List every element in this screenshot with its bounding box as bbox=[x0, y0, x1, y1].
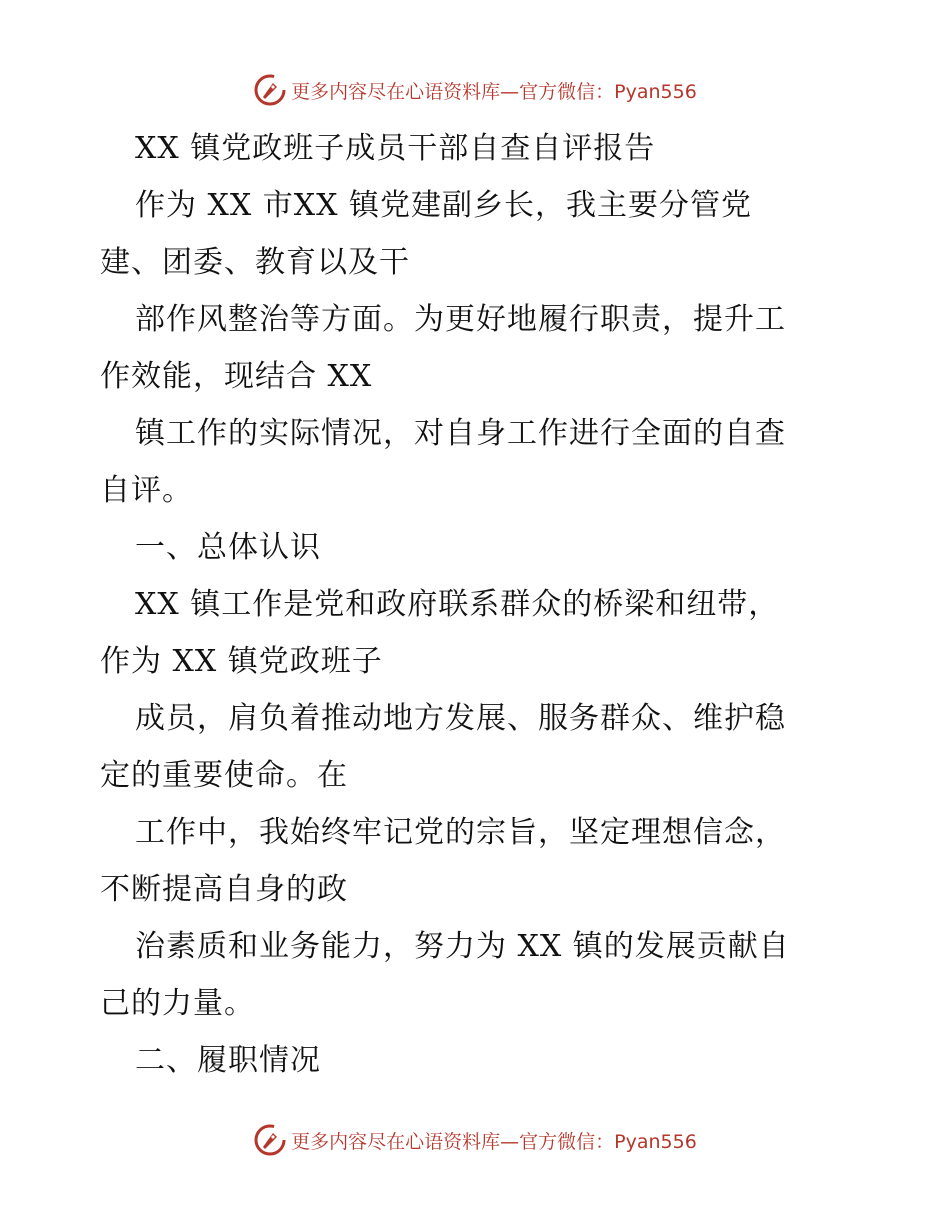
document-body bbox=[100, 120, 860, 1089]
text-line: 作为 XX 镇党政班子 bbox=[100, 644, 383, 679]
text-line: 一、总体认识 bbox=[135, 530, 321, 565]
footer-banner bbox=[0, 1120, 950, 1160]
banner-text: 更多内容尽在心语资料库—官方微信：Pyan556 bbox=[291, 80, 697, 103]
text-line: 部作风整治等方面。为更好地履行职责，提升工 bbox=[135, 302, 786, 337]
text-line: 己的力量。 bbox=[100, 986, 255, 1021]
text-line: 工作中，我始终牢记党的宗旨，坚定理想信念， bbox=[135, 815, 786, 850]
text-line: 自评。 bbox=[100, 473, 193, 508]
text-line: XX 镇党政班子成员干部自查自评报告 bbox=[135, 131, 656, 166]
banner-text: 更多内容尽在心语资料库—官方微信：Pyan556 bbox=[291, 1130, 697, 1153]
text-line: 不断提高自身的政 bbox=[100, 872, 348, 907]
header-banner bbox=[0, 70, 950, 110]
text-line: 二、履职情况 bbox=[135, 1043, 321, 1078]
pen-nib-logo-icon bbox=[253, 73, 287, 107]
text-line: 建、团委、教育以及干 bbox=[100, 245, 410, 280]
text-line: 定的重要使命。在 bbox=[100, 758, 348, 793]
text-line: 成员，肩负着推动地方发展、服务群众、维护稳 bbox=[135, 701, 786, 736]
text-line: 治素质和业务能力，努力为 XX 镇的发展贡献自 bbox=[135, 929, 790, 964]
text-line: 镇工作的实际情况，对自身工作进行全面的自查 bbox=[135, 416, 786, 451]
pen-nib-logo-icon bbox=[253, 1123, 287, 1157]
text-line: 作为 XX 市XX 镇党建副乡长，我主要分管党 bbox=[135, 188, 753, 223]
text-line: 作效能，现结合 XX bbox=[100, 359, 373, 394]
text-line: XX 镇工作是党和政府联系群众的桥梁和纽带， bbox=[135, 587, 780, 622]
